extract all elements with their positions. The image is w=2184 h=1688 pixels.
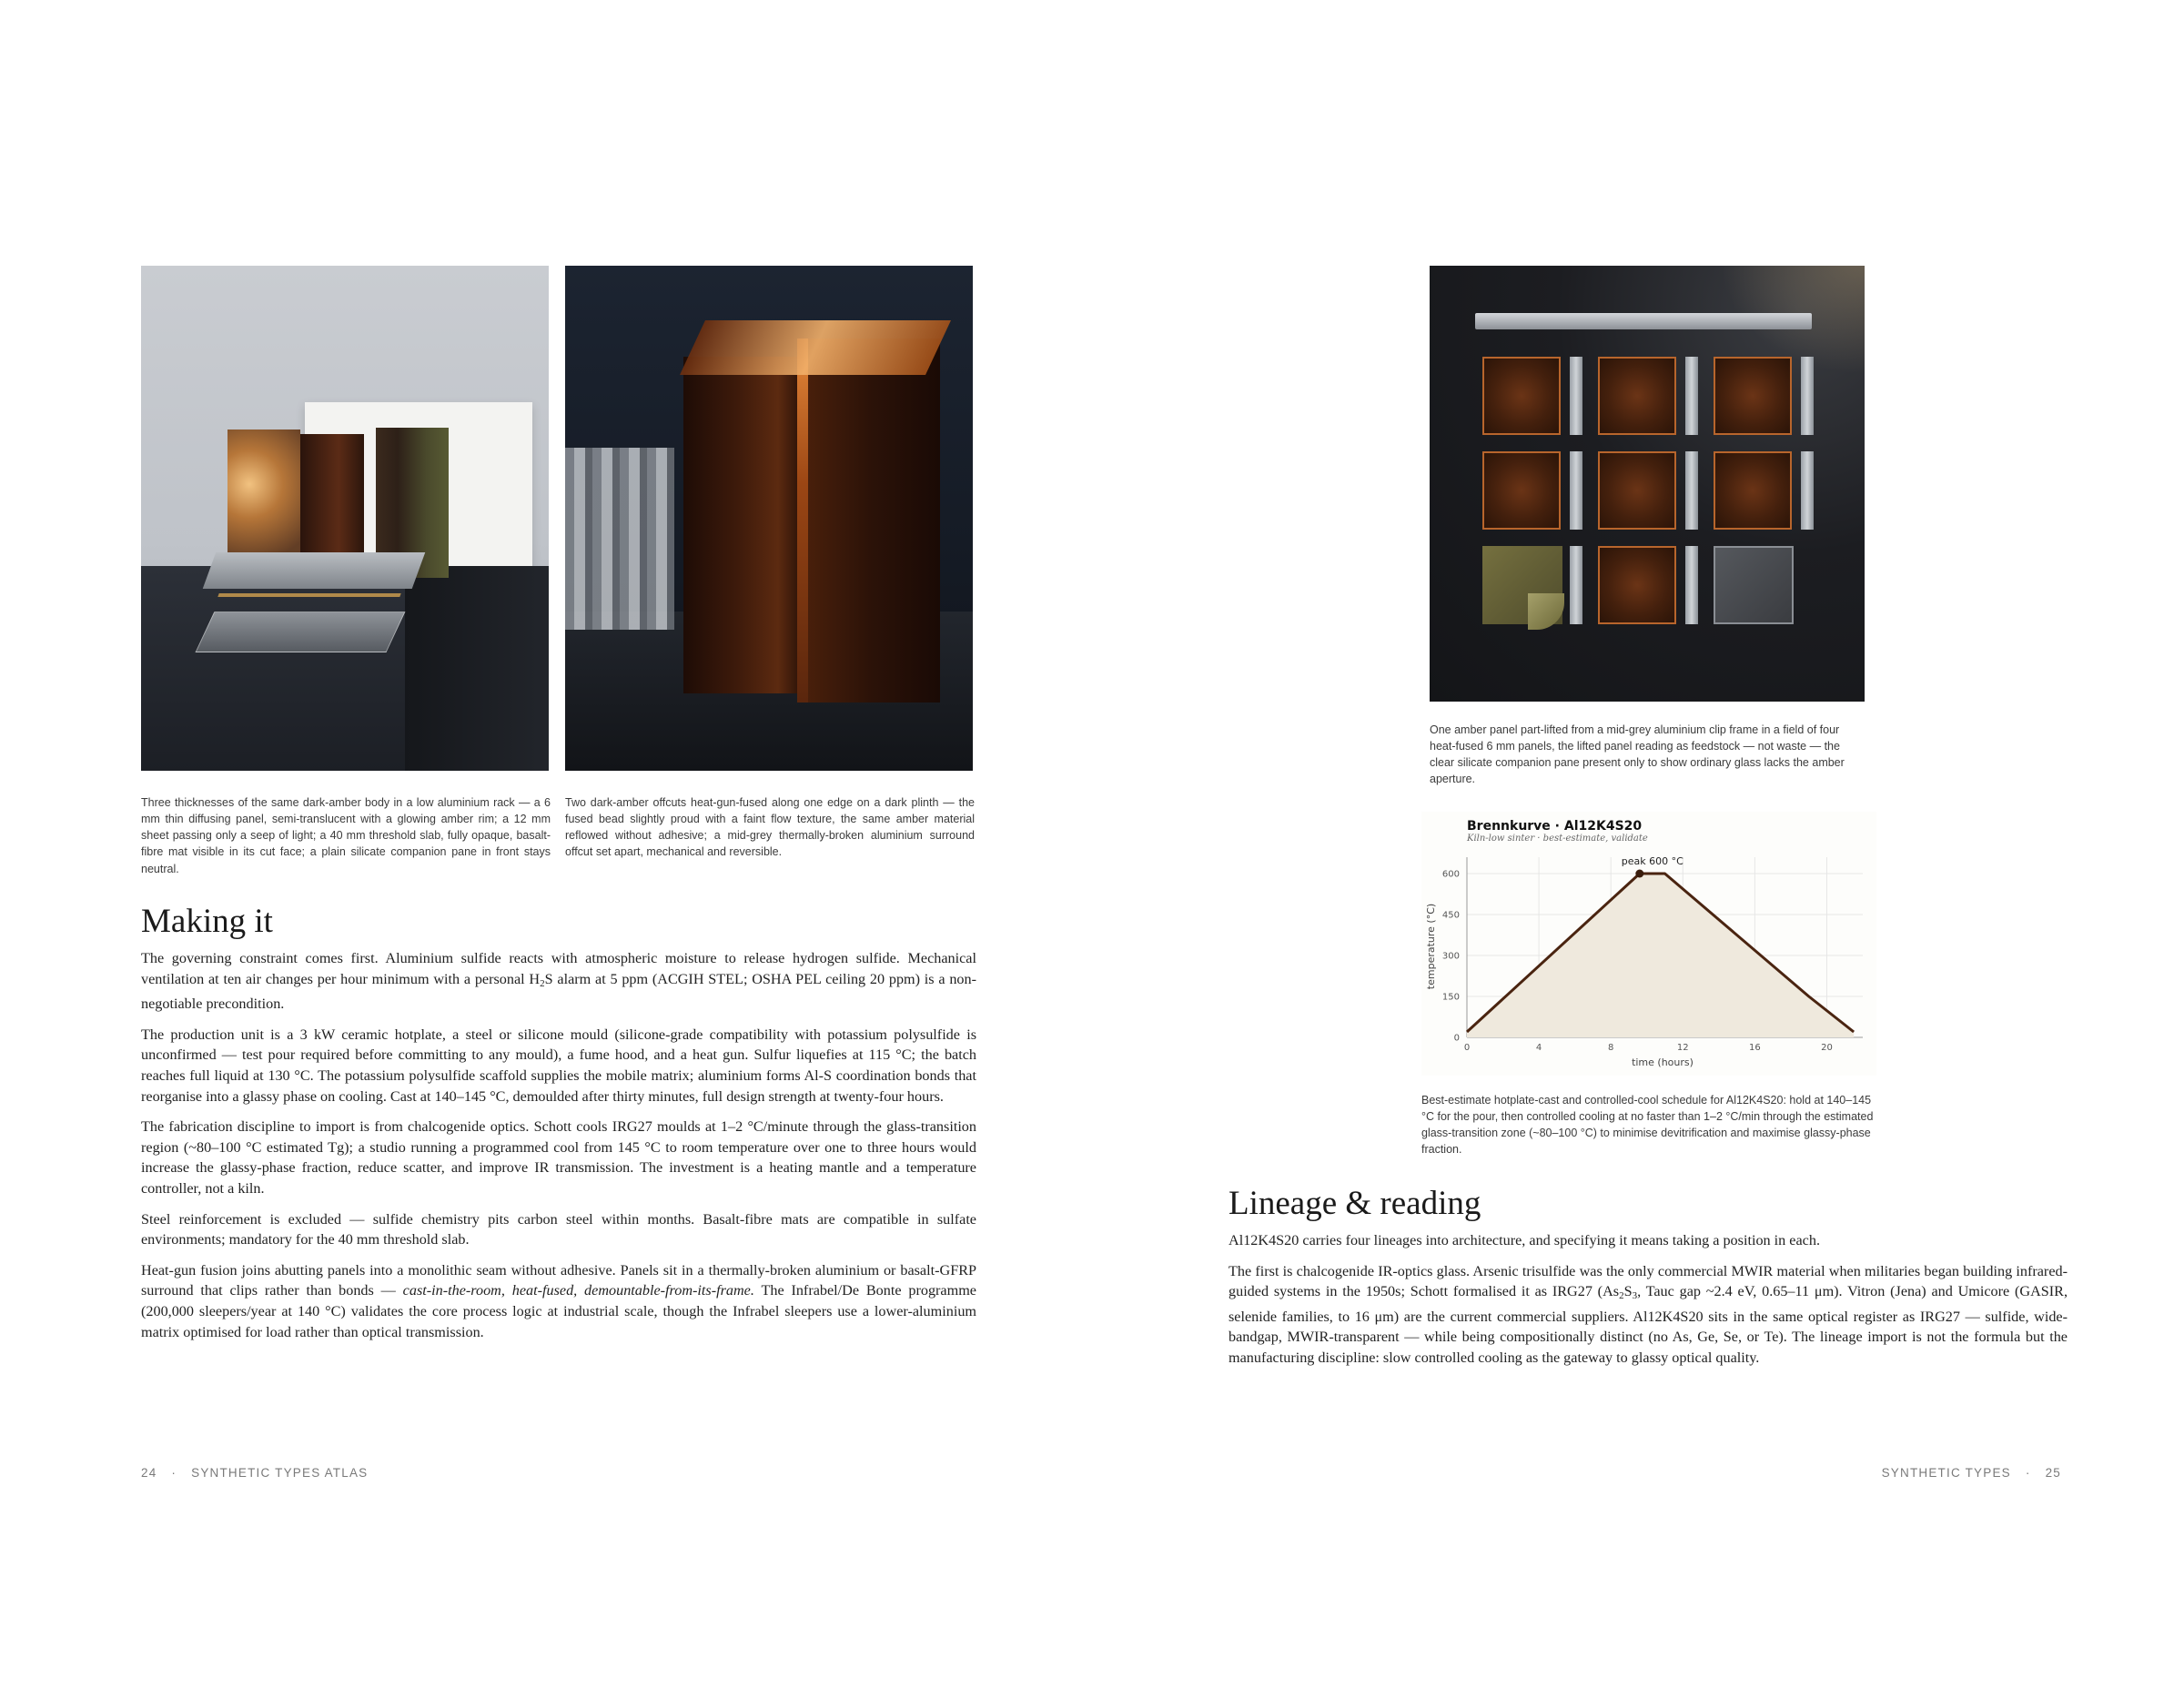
text-run: The first is chalcogenide IR-optics glass. Arsenic trisulfide was the only commercial MWIR material when militaries began building infrared-guided systems in the 1950s; Schott formalised it as IRG27 (As	[1228, 1262, 2068, 1300]
panel-field-caption: One amber panel part-lifted from a mid-grey aluminium clip frame in a field of four heat-fused 6 mm panels, the lifted panel reading as feedstock — not waste — the clear silicate companion pane present only to show ordinary glass lacks the amber aperture.	[1430, 723, 1845, 786]
amber-panel	[1482, 357, 1561, 435]
running-title: SYNTHETIC TYPES ATLAS	[191, 1466, 369, 1480]
clip-frame	[1570, 546, 1582, 624]
peak-marker	[1635, 870, 1643, 878]
making-it-body	[141, 948, 976, 1352]
text-run: The governing constraint comes first. Aluminium sulfide reacts with atmospheric moisture to release hydrogen sulfide. Mechanical ventilation at ten air changes per hour minimum with a personal H	[141, 950, 976, 987]
fused-photo-caption: Two dark-amber offcuts heat-gun-fused along one edge on a dark plinth — the fused bead slightly proud with a faint flow texture, the same amber material reflowed without adhesive; a mid-grey thermally-broken aluminium surround offcut set apart, mechanical and reversible.	[565, 796, 975, 859]
x-tick-label: 0	[1463, 1043, 1471, 1053]
chart-svg	[1421, 812, 1876, 1076]
fused-seam	[797, 339, 808, 702]
clip-frame	[1801, 357, 1814, 435]
clip-frame	[1685, 451, 1698, 530]
thin-amber-panel	[228, 430, 300, 566]
paragraph: The production unit is a 3 kW ceramic hotplate, a steel or silicone mould (silicone-grade compatibility with potassium polysulfide is unconfirmed — test pour required before committing to any mould), a fume hood, and a heat gun. Sulfur liquefies at 115 °C; the batch reaches full liquid at 130 °C. The potassium polysulfide scaffold supplies the mobile matrix; aluminium forms Al-S coordination bonds that reorganise into a glassy phase on cooling. Cast at 140–145 °C, demoulded after thirty minutes, full design strength at twenty-four hours.	[141, 1026, 976, 1105]
lineage-heading: Lineage & reading	[1228, 1185, 1481, 1222]
panel-field-photo	[1430, 266, 1865, 702]
subscript: 2	[1619, 1290, 1624, 1302]
subscript: 3	[1632, 1290, 1638, 1302]
y-tick-label: 600	[1441, 869, 1460, 880]
fused-offcuts-photo	[565, 266, 973, 771]
x-axis-label: time (hours)	[1632, 1056, 1694, 1068]
page-number: 25	[2045, 1466, 2061, 1480]
clip-frame	[1570, 357, 1582, 435]
aluminium-profile-offcut	[565, 448, 674, 630]
running-title: SYNTHETIC TYPES	[1881, 1466, 2011, 1480]
mat-curl	[1528, 593, 1564, 630]
amber-panel	[1714, 451, 1792, 530]
right-folio	[1882, 1466, 2061, 1480]
page-number: 24	[141, 1466, 157, 1480]
y-tick-label: 150	[1441, 992, 1460, 1003]
amber-panel	[1598, 546, 1676, 624]
clip-frame	[1570, 451, 1582, 530]
aluminium-rail	[1475, 313, 1812, 329]
aluminium-rack	[203, 552, 426, 589]
x-tick-label: 12	[1676, 1043, 1689, 1053]
amber-panel	[1598, 357, 1676, 435]
amber-offcut-left	[683, 357, 802, 693]
amber-offcut-right	[804, 339, 940, 702]
lineage-body	[1228, 1230, 2068, 1379]
rack-photo-caption: Three thicknesses of the same dark-amber body in a low aluminium rack — a 6 mm thin diffusing panel, semi-translucent with a glowing amber rim; a 12 mm sheet passing only a seep of light; a 40 mm threshold slab, fully opaque, basalt-fibre mat visible in its cut face; a plain silicate companion pane in front stays neutral.	[141, 796, 551, 875]
y-tick-label: 300	[1441, 951, 1460, 962]
rack-edge-strip	[217, 593, 400, 597]
paragraph	[141, 948, 976, 1015]
making-it-heading: Making it	[141, 903, 273, 940]
mid-amber-sheet	[300, 434, 364, 571]
x-tick-label: 4	[1535, 1043, 1542, 1053]
y-axis-ticks	[1442, 870, 1460, 1044]
y-tick-label: 0	[1453, 1033, 1460, 1044]
text-run: Heat-gun fusion joins abutting panels into a monolithic seam without adhesive. Panels sit in a thermally-broken aluminium or basalt-GFRP surround that clips rather than bonds —	[141, 1261, 976, 1299]
x-axis-ticks	[1464, 1043, 1833, 1053]
y-axis-label: temperature (°C)	[1425, 903, 1437, 990]
text-run: , Tauc gap ~2.4 eV, 0.65–11 μm). Vitron (Jena) and Umicore (GASIR, selenide families, to 16 μm) are the current commercial suppliers. Al12K4S20 sits in the same optical register as IRG27 — sulfide, wide-bandgap, MWIR-transparent — while being compositionally distinct (no As, Ge, Se, or Te). The lineage import is not the formula but the manufacturing discipline: slow controlled cooling as the gateway to glassy optical quality.	[1228, 1283, 2068, 1366]
amber-panel	[1482, 451, 1561, 530]
amber-panel	[1598, 451, 1676, 530]
paragraph: Al12K4S20 carries four lineages into architecture, and specifying it means taking a position in each.	[1228, 1232, 1821, 1248]
chart-caption: Best-estimate hotplate-cast and controlled-cool schedule for Al12K4S20: hold at 140–145 °C for the pour, then controlled cooling at no faster than 1–2 °C/min through the estimated glass-transition zone (~80–100 °C) to minimise devitrification and maximise glassy-phase fraction.	[1421, 1094, 1874, 1157]
silicate-companion-pane	[196, 612, 406, 652]
amber-panel	[1714, 357, 1792, 435]
paragraph	[141, 1260, 976, 1342]
peak-annotation: peak 600 °C	[1621, 855, 1684, 867]
paragraph: The fabrication discipline to import is from chalcogenide optics. Schott cools IRG27 moulds at 1–2 °C/minute through the glass-transition region (~80–100 °C estimated Tg); a studio running a programmed cool from 145 °C to room temperature over one to three hours would increase the glassy-phase fraction, reduce scatter, and improve IR transmission. The investment is a heating mantle and a temperature controller, not a kiln.	[141, 1118, 976, 1197]
subscript: 2	[540, 977, 545, 989]
left-folio	[141, 1466, 368, 1480]
folio-separator: ·	[2025, 1466, 2031, 1480]
clear-silicate-pane	[1714, 546, 1794, 624]
x-tick-label: 16	[1748, 1043, 1761, 1053]
y-tick-label: 450	[1441, 910, 1460, 921]
text-run: S alarm at 5 ppm (ACGIH STEL; OSHA PEL ceiling 20 ppm) is a non-negotiable precondition.	[141, 970, 976, 1013]
text-run: S	[1623, 1283, 1633, 1300]
amber-top-glow	[680, 320, 951, 375]
emphasis: cast-in-the-room, heat-fused, demountable-from-its-frame.	[402, 1282, 754, 1299]
text-run: The Infrabel/De Bonte programme (200,000 sleepers/year at 140 °C) validates the core process logic at industrial scale, though the Infrabel sleepers use a lower-aluminium matrix optimised for load rather than optical transmission.	[141, 1282, 976, 1340]
paragraph	[1228, 1261, 2068, 1369]
plinth-face	[405, 566, 549, 771]
paragraph: Steel reinforcement is excluded — sulfide chemistry pits carbon steel within months. Basalt-fibre mats are compatible in sulfate environments; mandatory for the 40 mm threshold slab.	[141, 1210, 976, 1248]
clip-frame	[1801, 451, 1814, 530]
clip-frame	[1685, 546, 1698, 624]
folio-separator: ·	[171, 1466, 177, 1480]
chart-title: Brennkurve · Al12K4S20	[1467, 819, 1643, 834]
x-tick-label: 20	[1821, 1043, 1833, 1053]
chart-subtitle: Kiln-low sinter · best-estimate, validate	[1467, 834, 1648, 844]
x-tick-label: 8	[1607, 1043, 1614, 1053]
clip-frame	[1685, 357, 1698, 435]
amber-rack-photo	[141, 266, 549, 771]
firing-curve-chart	[1421, 812, 1876, 1076]
